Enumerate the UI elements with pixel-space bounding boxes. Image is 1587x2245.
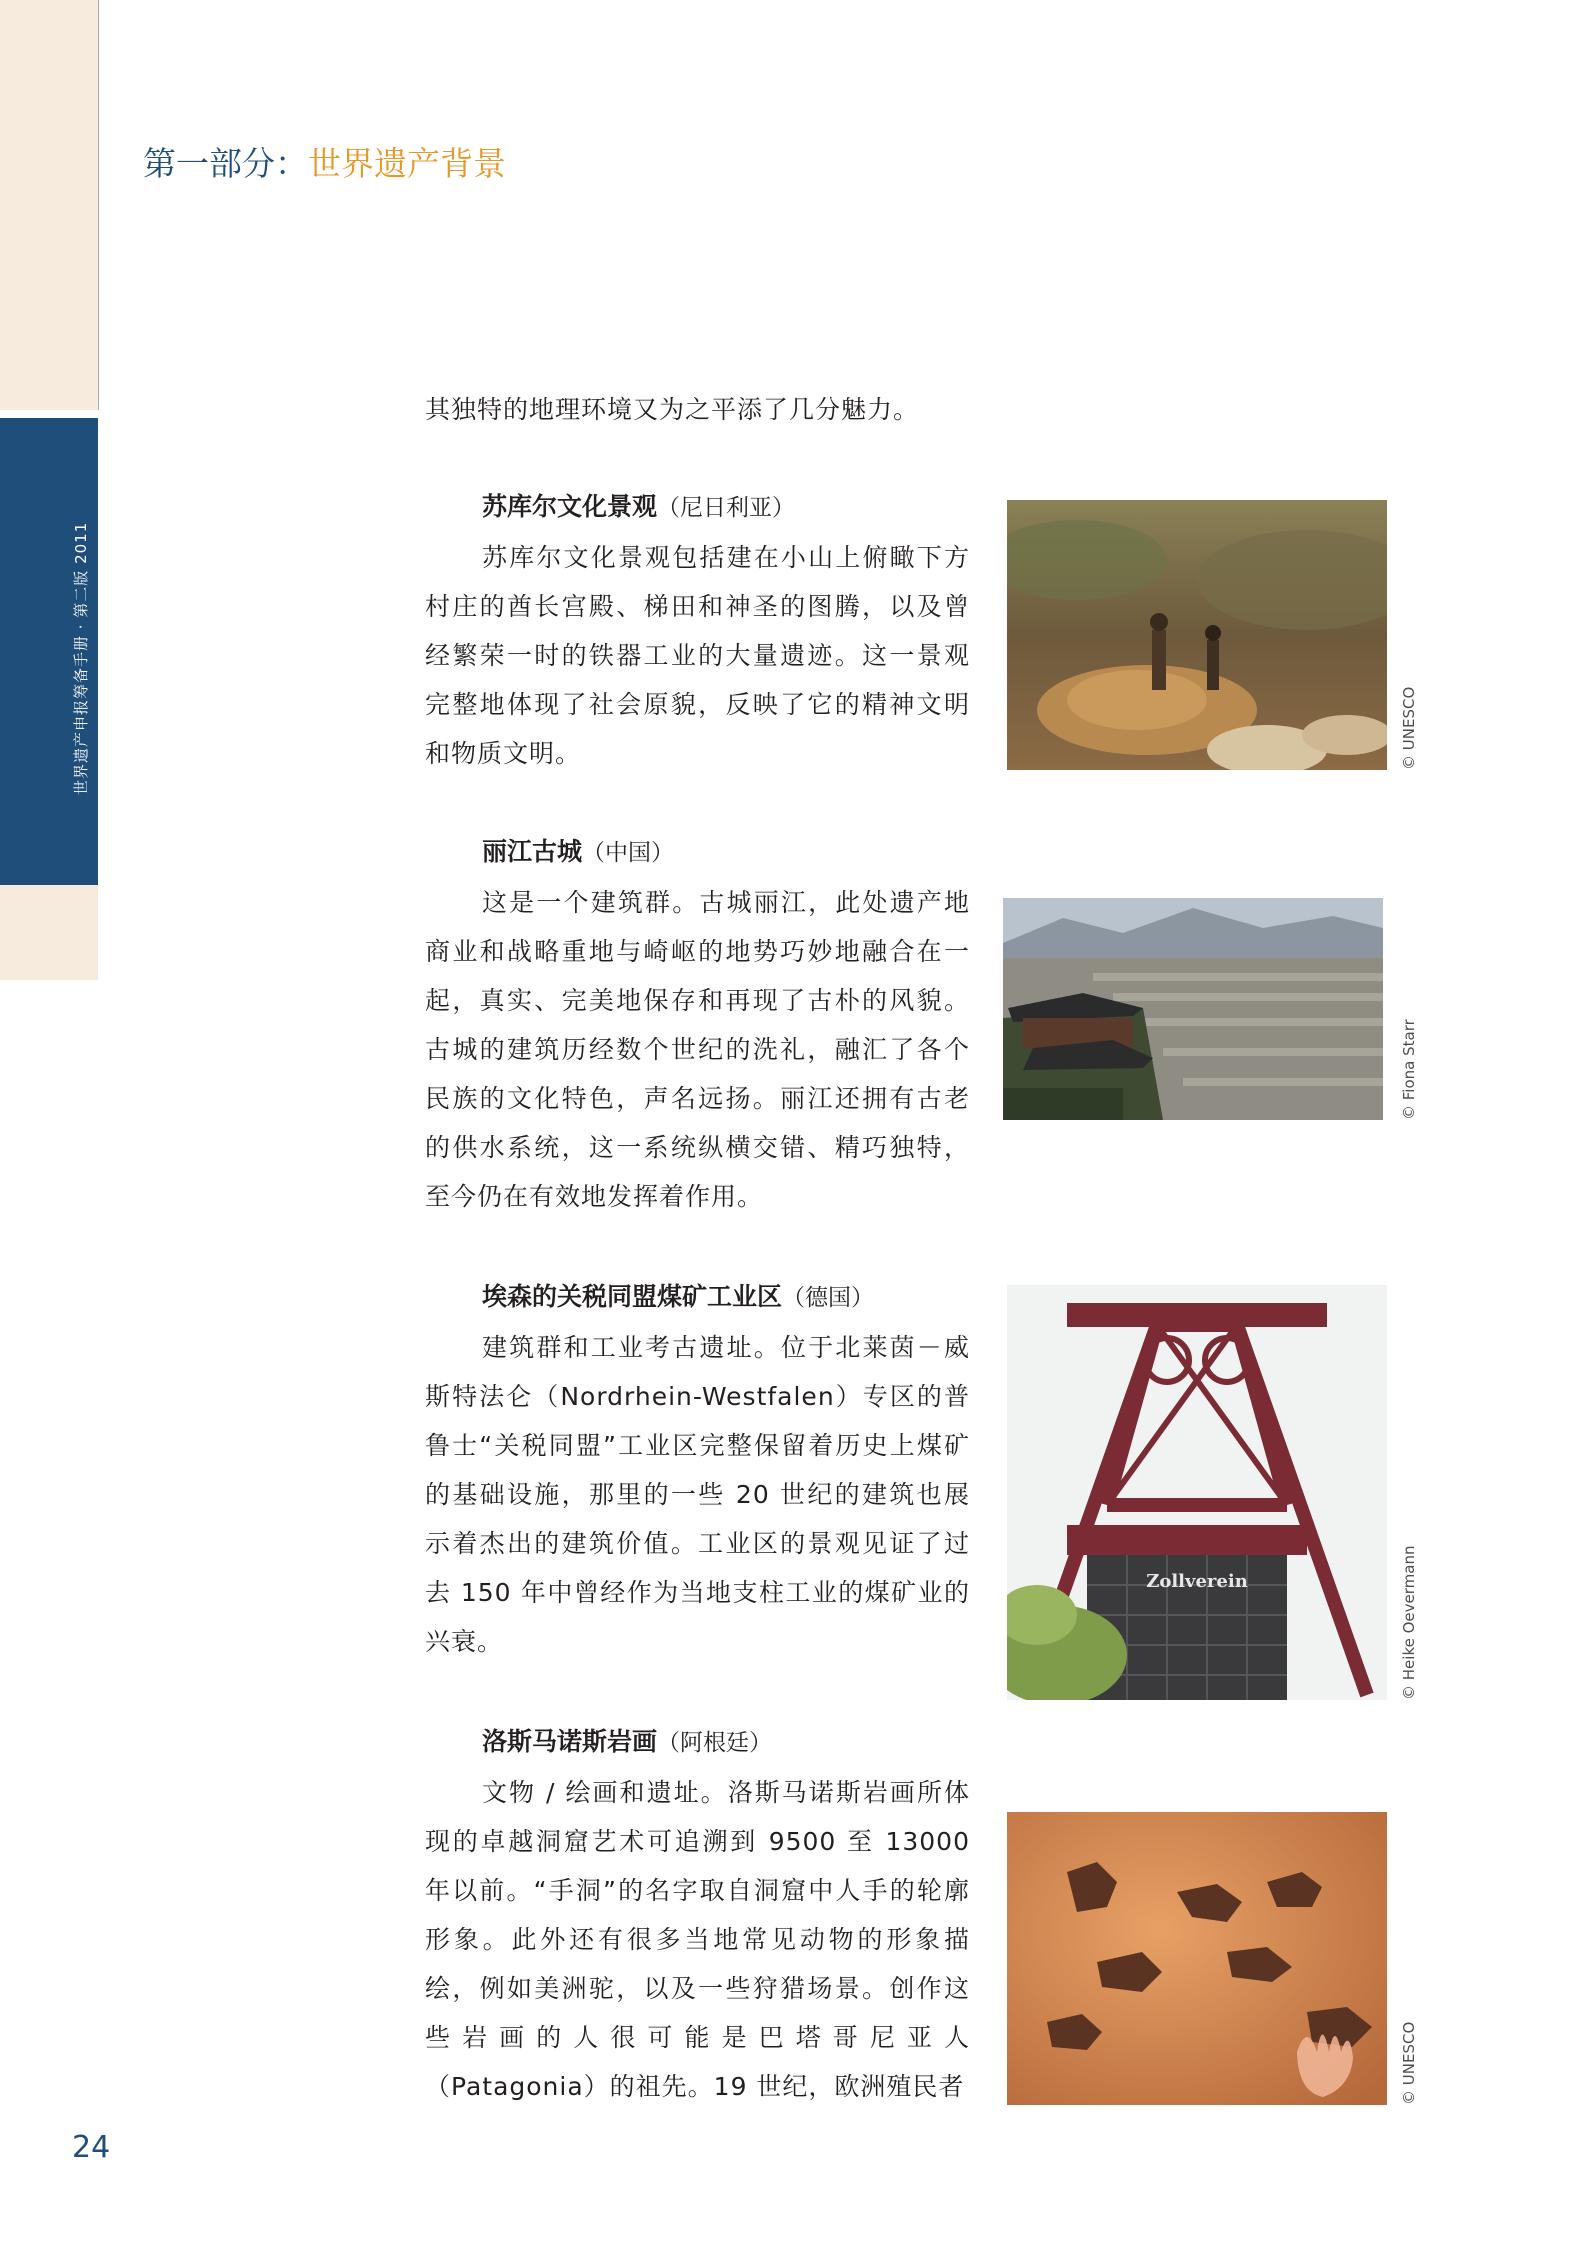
heading-text: 洛斯马诺斯岩画 xyxy=(482,1727,658,1756)
section-heading xyxy=(482,1277,874,1313)
section-title xyxy=(143,138,506,185)
section-part: 第一部分： xyxy=(143,144,308,183)
photo-credit-text: © UNESCO xyxy=(1400,686,1418,770)
heading-country: （尼日利亚） xyxy=(657,495,796,521)
section-heading xyxy=(482,1722,772,1758)
heading-text: 丽江古城 xyxy=(482,837,583,866)
sukur-landscape-photo xyxy=(1007,500,1387,770)
zollverein-sign: Zollverein xyxy=(1146,1571,1248,1592)
section-body: 文物 / 绘画和遗址。洛斯马诺斯岩画所体现的卓越洞窟艺术可追溯到 9500 至 13000 年以前。“手洞”的名字取自洞窟中人手的轮廓形象。此外还有很多当地常见动物的形象描绘，例如美洲驼，以及一些狩猎场景。创作这些岩画的人很可能是巴塔哥尼亚人（Patagonia）的祖先。19 世纪，欧洲殖民者 xyxy=(425,1778,970,2101)
lijiang-town-image xyxy=(1003,898,1383,1120)
section-body: 这是一个建筑群。古城丽江，此处遗产地商业和战略重地与崎岖的地势巧妙地融合在一起，真实、完美地保存和再现了古朴的风貌。古城的建筑历经数个世纪的洗礼，融汇了各个民族的文化特色，声名远扬。丽江还拥有古老的供水系统，这一系统纵横交错、精巧独特，至今仍在有效地发挥着作用。 xyxy=(425,888,970,1211)
side-band-label: 世界遗产申报筹备手册 · 第二版 2011 xyxy=(72,521,90,795)
side-strip-bottom xyxy=(0,885,98,980)
section-heading xyxy=(482,832,674,868)
page-number: 24 xyxy=(72,2130,111,2165)
heading-country: （德国） xyxy=(782,1285,875,1311)
zollverein-headframe-photo xyxy=(1007,1285,1387,1700)
section-body: 苏库尔文化景观包括建在小山上俯瞰下方村庄的酋长宫殿、梯田和神圣的图腾，以及曾经繁荣一时的铁器工业的大量遗迹。这一景观完整地体现了社会原貌，反映了它的精神文明和物质文明。 xyxy=(425,543,970,768)
photo-credit-text: © Heike Oevermann xyxy=(1400,1545,1418,1700)
cave-paintings-photo xyxy=(1007,1812,1387,2105)
heading-country: （阿根廷） xyxy=(657,1730,773,1756)
heading-text: 埃森的关税同盟煤矿工业区 xyxy=(482,1282,783,1311)
cave-paintings-image xyxy=(1007,1812,1387,2105)
section-topic: 世界遗产背景 xyxy=(308,144,506,183)
photo-credit-text: © Fiona Starr xyxy=(1400,1019,1418,1120)
side-strip-top xyxy=(0,0,99,410)
lijiang-town-photo xyxy=(1003,898,1383,1120)
zollverein-headframe-image xyxy=(1007,1285,1387,1700)
heading-text: 苏库尔文化景观 xyxy=(482,492,658,521)
section-heading xyxy=(482,487,795,523)
photo-credit-text: © UNESCO xyxy=(1400,2021,1418,2105)
heading-country: （中国） xyxy=(582,840,675,866)
sukur-landscape-image xyxy=(1007,500,1387,770)
section-body: 建筑群和工业考古遗址。位于北莱茵－威斯特法仑（Nordrhein-Westfalen）专区的普鲁士“关税同盟”工业区完整保留着历史上煤矿的基础设施，那里的一些 20 世纪的建筑也展示着杰出的建筑价值。工业区的景观见证了过去 150 年中曾经作为当地支柱工业的煤矿业的兴衰。 xyxy=(425,1333,970,1656)
intro-paragraph: 其独特的地理环境又为之平添了几分魅力。 xyxy=(425,395,920,424)
